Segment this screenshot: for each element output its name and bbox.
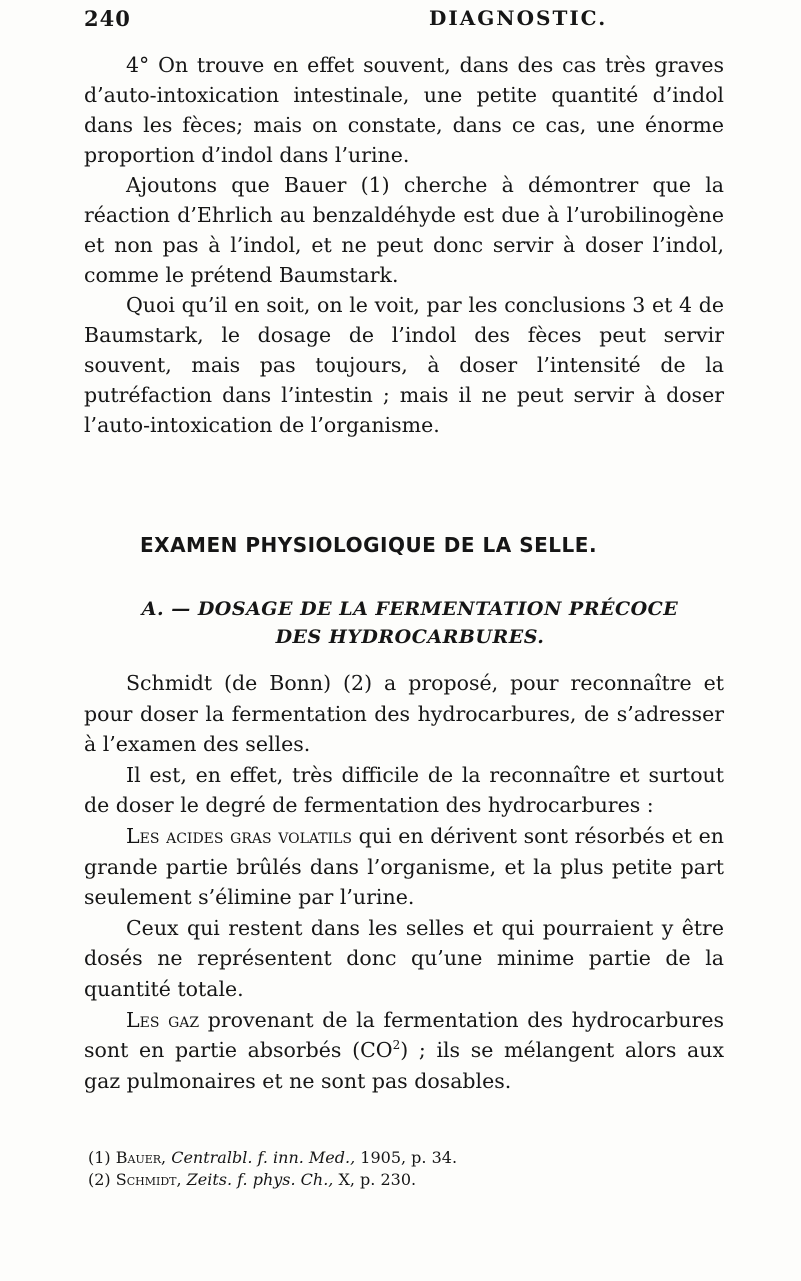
- paragraph-body-end: ) ; ils se mélangent alors aux gaz pulmonaires et ne sont pas dosables.: [84, 1038, 725, 1093]
- footnote-number: (2): [88, 1170, 116, 1189]
- paragraph: Schmidt (de Bonn) (2) a proposé, pour reconnaître et pour doser la fermentation des hydrocarbures, de s’adresser à l’examen des selles.: [84, 671, 724, 757]
- paragraph: Quoi qu’il en soit, on le voit, par les conclusions 3 et 4 de Baumstark, le dosage de l’indol des fèces peut servir souvent, mais pas toujours, à doser l’intensité de la putréfaction dans l’intestin ; mais il ne peut servir à doser l’auto-intoxication de l’organisme.: [84, 293, 724, 437]
- paragraph: Il est, en effet, très difficile de la reconnaître et surtout de doser le degré de fermentation des hydrocarbures :: [84, 762, 724, 818]
- subsection-heading: [140, 595, 680, 651]
- superscript: 2: [392, 1038, 401, 1053]
- paragraph: Ajoutons que Bauer (1) cherche à démontrer que la réaction d’Ehrlich au benzaldéhyde est due à l’urobilinogène et non pas à l’indol, et ne peut donc servir à doser l’indol, comme le prétend Baumstark.: [84, 173, 724, 287]
- footnote-1: [88, 1147, 728, 1169]
- paragraph: Ceux qui restent dans les selles et qui pourraient y être dosés ne représentent donc qu’une minime partie de la quantité totale.: [84, 915, 724, 1001]
- paragraph-body: provenant de la fermentation des hydrocarbures sont en partie absorbés (CO: [84, 1007, 725, 1063]
- paragraph-body: qui en dérivent sont résorbés et en grande partie brûlés dans l’organisme, et la plus petite part seulement s’élimine par l’urine.: [84, 823, 724, 910]
- body-text-bottom: [84, 668, 724, 1096]
- footnote-reference: X, p. 230.: [333, 1170, 417, 1189]
- footnotes: [88, 1147, 728, 1191]
- running-title: DIAGNOSTIC.: [429, 6, 608, 30]
- footnote-journal: Zeits. f. phys. Ch.,: [181, 1170, 334, 1189]
- footnote-journal: Centralbl. f. inn. Med.,: [166, 1148, 356, 1167]
- paragraph-lead: Les acides gras volatils: [126, 823, 352, 848]
- subsection-heading-line-2: DES HYDROCARBURES.: [275, 626, 545, 648]
- subsection-heading-line-1: A. — DOSAGE DE LA FERMENTATION PRÉCOCE: [141, 598, 679, 620]
- footnote-author: Schmidt,: [115, 1170, 182, 1189]
- body-text-top: [84, 50, 724, 440]
- paragraph: 4° On trouve en effet souvent, dans des cas très graves d’auto-intoxication intestinale, une petite quantité d’indol dans les fèces; mais on constate, dans ce cas, une énorme proportion d’indol dans l’urine.: [84, 53, 724, 167]
- footnote-number: (1): [88, 1148, 116, 1167]
- page-number: 240: [84, 6, 131, 31]
- footnote-2: [88, 1169, 728, 1191]
- section-heading: EXAMEN PHYSIOLOGIQUE DE LA SELLE.: [140, 533, 598, 557]
- footnote-author: Bauer,: [115, 1148, 167, 1167]
- paragraph: [84, 1005, 724, 1097]
- running-head: [84, 6, 724, 38]
- paragraph: [84, 821, 724, 913]
- footnote-reference: 1905, p. 34.: [355, 1148, 458, 1167]
- paragraph-lead: Les gaz: [126, 1007, 200, 1032]
